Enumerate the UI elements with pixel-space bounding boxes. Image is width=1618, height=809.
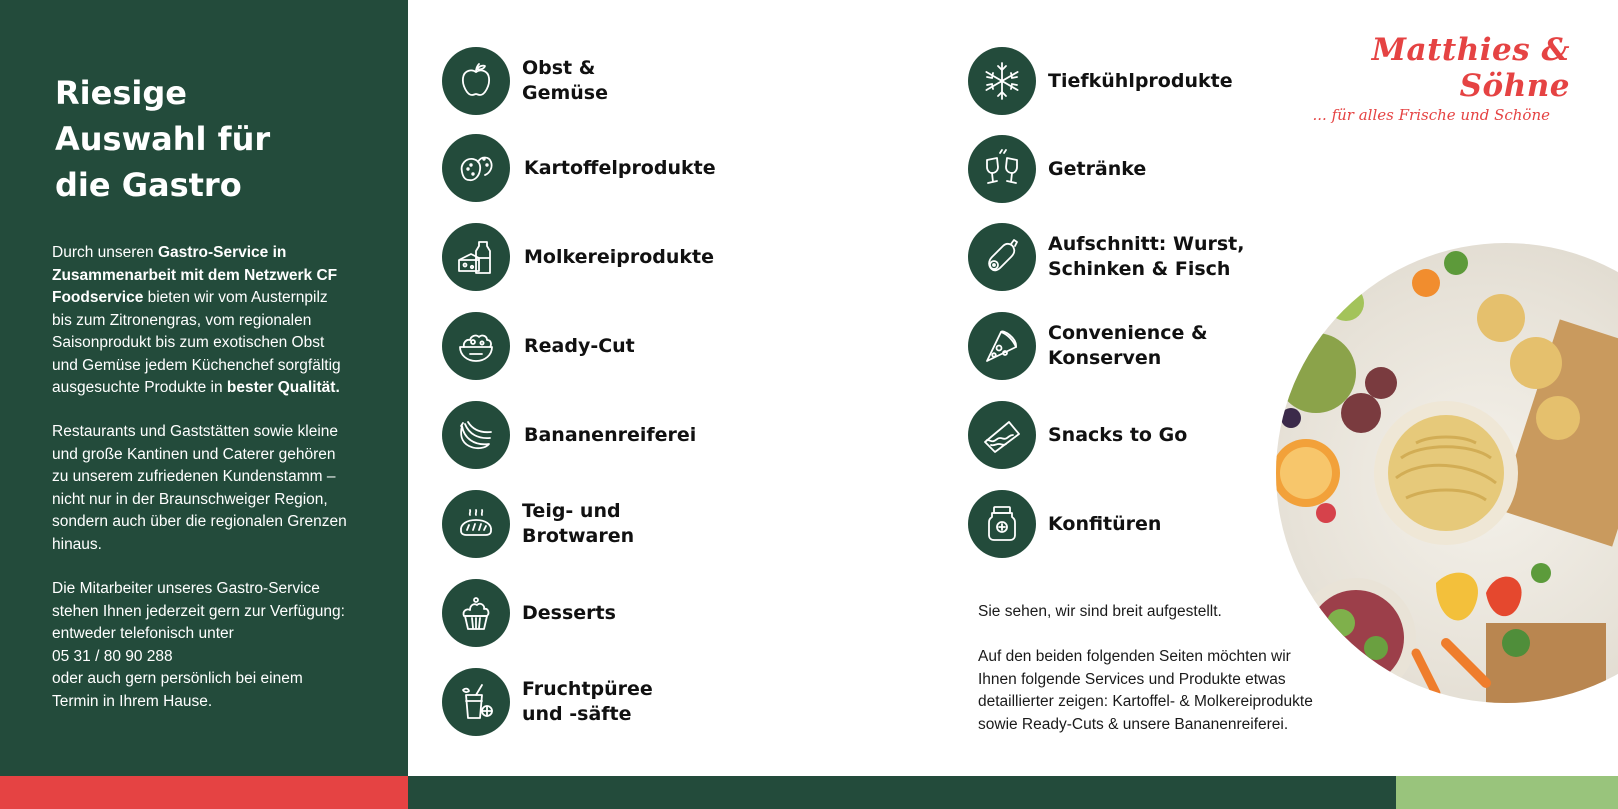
label-line: Schinken & Fisch xyxy=(1048,258,1231,280)
category-label xyxy=(524,245,714,270)
category-getraenke xyxy=(968,135,1146,203)
label-line: Convenience & xyxy=(1048,322,1208,344)
category-label xyxy=(1048,321,1208,371)
category-label xyxy=(524,156,716,181)
text-line: sowie Ready-Cuts & unsere Bananenreiferei. xyxy=(978,715,1289,733)
label-line: Molkereiprodukte xyxy=(524,245,715,268)
text-line: zu unserem zufriedenen Kundenstamm – xyxy=(52,468,336,485)
sandwich-icon xyxy=(968,401,1036,469)
text-line: Die Mitarbeiter unseres Gastro-Service xyxy=(52,580,320,597)
banana-icon xyxy=(442,401,510,469)
sidebar-panel xyxy=(0,0,408,776)
label-line: Desserts xyxy=(522,601,616,624)
label-line: Fruchtpüree xyxy=(522,678,653,700)
bold-text: Foodservice xyxy=(52,289,144,306)
text-line: Termin in Ihrem Hause. xyxy=(52,692,213,710)
pizza-slice-icon xyxy=(968,312,1036,380)
category-snacks xyxy=(968,401,1187,469)
category-tiefkuehlprodukte xyxy=(968,47,1233,115)
page-title xyxy=(55,70,355,208)
text-line: hinaus. xyxy=(52,535,102,553)
text-line xyxy=(52,355,372,378)
category-label xyxy=(522,56,608,106)
category-convenience xyxy=(968,312,1208,380)
outlook-paragraph xyxy=(978,646,1358,736)
text-line xyxy=(52,287,372,310)
dairy-icon xyxy=(442,223,510,291)
label-line: Bananenreiferei xyxy=(524,423,697,446)
text-line xyxy=(52,310,372,333)
label-line: Brotwaren xyxy=(522,525,635,547)
label-line: Aufschnitt: Wurst, xyxy=(1048,233,1245,255)
text-line xyxy=(52,377,372,400)
category-desserts xyxy=(442,579,616,647)
category-label xyxy=(522,601,616,626)
category-label xyxy=(524,334,635,359)
text-line: sondern auch über die regionalen Grenzen xyxy=(52,513,347,530)
text-segment: Saisonprodukt bis zum exotischen Obst xyxy=(52,334,325,351)
category-label xyxy=(1048,69,1233,94)
category-konfitueren xyxy=(968,490,1161,558)
contact-paragraph xyxy=(52,578,372,713)
apple-icon xyxy=(442,47,510,115)
text-segment: Durch unseren xyxy=(52,244,158,261)
label-line: Konfitüren xyxy=(1048,512,1162,535)
text-line: nicht nur in der Braunschweiger Region, xyxy=(52,490,328,508)
juice-icon xyxy=(442,668,510,736)
snowflake-icon xyxy=(968,47,1036,115)
bold-text: Zusammenarbeit mit dem Netzwerk CF xyxy=(52,266,338,284)
title-line: Riesige xyxy=(55,74,187,112)
footer-bar-dark xyxy=(408,776,1396,809)
category-bananenreiferei xyxy=(442,401,696,469)
text-line: oder auch gern persönlich bei einem xyxy=(52,670,303,687)
bold-text: Gastro-Service in xyxy=(157,244,287,261)
label-line: Tiefkühlprodukte xyxy=(1048,69,1233,92)
category-label xyxy=(524,423,696,448)
category-label xyxy=(1048,157,1146,182)
wine-glasses-icon xyxy=(968,135,1036,203)
category-label xyxy=(1048,232,1244,282)
text-line: stehen Ihnen jederzeit gern zur Verfügung: xyxy=(52,602,345,620)
footer-bar-red xyxy=(0,776,408,809)
phone-number[interactable]: 05 31 / 80 90 288 xyxy=(52,647,173,665)
sausage-icon xyxy=(968,223,1036,291)
text-line: Sie sehen, wir sind breit aufgestellt. xyxy=(978,603,1222,620)
category-fruchtpueree xyxy=(442,668,653,736)
text-line: Auf den beiden folgenden Seiten möchten wir xyxy=(978,648,1291,665)
category-ready-cut xyxy=(442,312,635,380)
label-line: Snacks to Go xyxy=(1048,423,1188,446)
label-line: Konserven xyxy=(1048,347,1162,369)
text-line xyxy=(52,265,372,288)
category-label xyxy=(1048,423,1187,448)
jam-jar-icon xyxy=(968,490,1036,558)
label-line: Ready-Cut xyxy=(524,334,635,357)
text-segment: und Gemüse jedem Küchenchef sorgfältig xyxy=(52,356,341,374)
potato-icon xyxy=(442,134,510,202)
customers-paragraph xyxy=(52,421,372,556)
text-segment: ausgesuchte Produkte in xyxy=(52,379,227,396)
summary-text xyxy=(978,601,1358,624)
cupcake-icon xyxy=(442,579,510,647)
label-line: Gemüse xyxy=(522,82,609,104)
title-line: die Gastro xyxy=(55,166,242,204)
text-line xyxy=(52,242,372,265)
label-line: und -säfte xyxy=(522,703,632,725)
label-line: Getränke xyxy=(1048,157,1147,180)
category-teig-brotwaren xyxy=(442,490,634,558)
intro-paragraph xyxy=(52,242,372,400)
bold-text: bester Qualität. xyxy=(226,379,340,396)
text-line: entweder telefonisch unter xyxy=(52,625,234,642)
text-line: detaillierter zeigen: Kartoffel- & Molkereiprodukte xyxy=(978,693,1313,710)
title-line: Auswahl für xyxy=(55,120,271,158)
logo-name: Matthies & Söhne xyxy=(1371,32,1570,104)
text-line: Restaurants und Gaststätten sowie kleine xyxy=(52,423,339,440)
text-segment: bieten wir vom Austernpilz xyxy=(143,289,328,306)
label-line: Teig- und xyxy=(522,500,621,522)
salad-bowl-icon xyxy=(442,312,510,380)
text-line: und große Kantinen und Caterer gehören xyxy=(52,445,336,463)
text-line: Ihnen folgende Services und Produkte etwas xyxy=(978,670,1286,688)
logo-tagline: ... für alles Frische und Schöne xyxy=(1312,106,1550,124)
bread-icon xyxy=(442,490,510,558)
footer-bar-green xyxy=(1396,776,1618,809)
brand-logo xyxy=(1270,32,1570,124)
category-kartoffelprodukte xyxy=(442,134,716,202)
category-molkereiprodukte xyxy=(442,223,714,291)
category-label xyxy=(522,499,634,549)
text-line xyxy=(52,332,372,355)
category-label xyxy=(1048,512,1161,537)
category-label xyxy=(522,677,653,727)
label-line: Kartoffelprodukte xyxy=(524,156,716,179)
label-line: Obst & xyxy=(522,57,596,79)
category-obst-gemuese xyxy=(442,47,608,115)
text-segment: bis zum Zitronengras, vom regionalen xyxy=(52,311,312,329)
category-aufschnitt xyxy=(968,223,1244,291)
food-photo xyxy=(1276,243,1618,703)
